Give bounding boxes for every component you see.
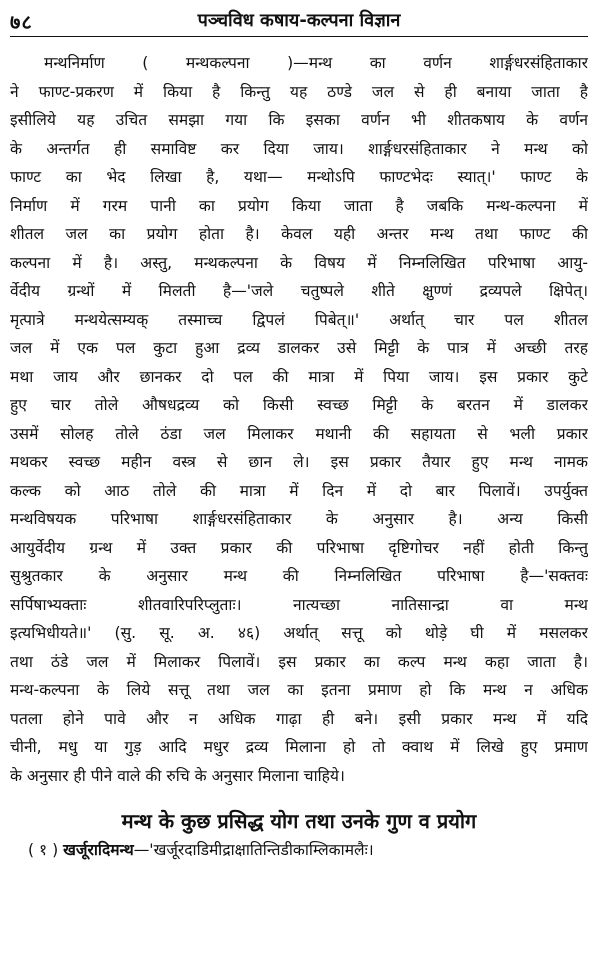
page-header	[10, 6, 588, 37]
paragraph-line: उसमें सोलह तोले ठंडा जल मिलाकर मथानी की सहायता से भली प्रकार	[10, 424, 588, 443]
paragraph-line: के अन्तर्गत ही समाविष्ट कर दिया जाय। शार्ङ्गधरसंहिताकार ने मन्थ को	[10, 139, 588, 158]
paragraph-line: कल्क को आठ तोले की मात्रा में दिन में दो बार पिलावें। उपर्युक्त	[10, 481, 588, 500]
paragraph-line: मन्थनिर्माण ( मन्थकल्पना )—मन्थ का वर्णन शार्ङ्गधरसंहिताकार	[44, 54, 588, 72]
entry-text: —'खर्जूरदाडिमीद्राक्षातिन्तिडीकाम्लिकामलैः।	[133, 841, 374, 859]
paragraph-line: ने फाण्ट-प्रकरण में किया है किन्तु यह ठण्डे जल से ही बनाया जाता है	[10, 82, 588, 101]
paragraph-line: र्वेदीय ग्रन्थों में मिलती है—'जले चतुष्पले शीते क्षुण्णं द्रव्यपले क्षिपेत्।	[10, 282, 588, 300]
paragraph-line: चीनी, मधु या गुड़ आदि मधुर द्रव्य मिलाना हो तो क्वाथ में लिखे हुए प्रमाण	[10, 738, 588, 756]
page-number: ७८	[10, 10, 33, 34]
paragraph-line: मन्थविषयक परिभाषा शार्ङ्गधरसंहिताकार के अनुसार है। अन्य किसी	[10, 510, 588, 528]
paragraph-line: शीतल जल का प्रयोग होता है। केवल यही अन्तर मन्थ तथा फाण्ट की	[10, 225, 588, 243]
paragraph-line: पतला होने पावे और न अधिक गाढ़ा ही बने। इसी प्रकार मन्थ में यदि	[10, 709, 588, 728]
running-title: पञ्चविध कषाय-कल्पना विज्ञान	[197, 10, 401, 31]
paragraph-line: निर्माण में गरम पानी का प्रयोग किया जाता है जबकि मन्थ-कल्पना में	[10, 196, 588, 215]
paragraph-line: मृत्पात्रे मन्थयेत्सम्यक् तस्माच्च द्विपलं पिबेत्॥' अर्थात् चार पल शीतल	[10, 310, 588, 329]
paragraph-line: तथा ठंडे जल में मिलाकर पिलावें। इस प्रकार का कल्प मन्थ कहा जाता है।	[10, 652, 588, 671]
entry-number: ( १ )	[28, 841, 59, 859]
paragraph-line: सर्पिषाभ्यक्ताः शीतवारिपरिप्लुताः। नात्यच्छा नातिसान्द्रा वा मन्थ	[10, 595, 588, 614]
paragraph-line: मन्थ-कल्पना के लिये सत्तू तथा जल का इतना प्रमाण हो कि मन्थ न अधिक	[10, 681, 588, 699]
paragraph-line: इसीलिये यह उचित समझा गया कि इसका वर्णन भी शीतकषाय के वर्णन	[10, 111, 588, 129]
main-paragraph	[10, 49, 588, 790]
section-heading: मन्थ के कुछ प्रसिद्ध योग तथा उनके गुण व प्रयोग	[121, 809, 477, 833]
paragraph-line: जल में एक पल कुटा हुआ द्रव्य डालकर उसे मिट्टी के पात्र में अच्छी तरह	[10, 339, 588, 357]
paragraph-line: मथकर स्वच्छ महीन वस्त्र से छान ले। इस प्रकार तैयार हुए मन्थ नामक	[10, 453, 588, 471]
paragraph-line: सुश्रुतकार के अनुसार मन्थ की निम्नलिखित परिभाषा है—'सक्तवः	[10, 567, 588, 585]
paragraph-line: कल्पना में है। अस्तु, मन्थकल्पना के विषय में निम्नलिखित परिभाषा आयु-	[10, 253, 588, 272]
recipe-entry	[10, 836, 588, 864]
paragraph-line: हुए चार तोले औषधद्रव्य को किसी स्वच्छ मिट्टी के बरतन में डालकर	[10, 396, 588, 414]
paragraph-line: इत्यभिधीयते॥' (सु. सू. अ. ४६) अर्थात् सत्तू को थोड़े घी में मसलकर	[10, 624, 588, 642]
paragraph-line: के अनुसार ही पीने वाले की रुचि के अनुसार मिलाना चाहिये।	[10, 766, 345, 785]
paragraph-line: आयुर्वेदीय ग्रन्थ में उक्त प्रकार की परिभाषा दृष्टिगोचर नहीं होती किन्तु	[10, 538, 588, 557]
entry-name: खर्जूरादिमन्थ	[63, 841, 134, 859]
paragraph-line: फाण्ट का भेद लिखा है, यथा— मन्थोऽपि फाण्टभेदः स्यात्।' फाण्ट के	[10, 168, 588, 186]
paragraph-line: मथा जाय और छानकर दो पल की मात्रा में पिया जाय। इस प्रकार कुटे	[10, 367, 588, 386]
